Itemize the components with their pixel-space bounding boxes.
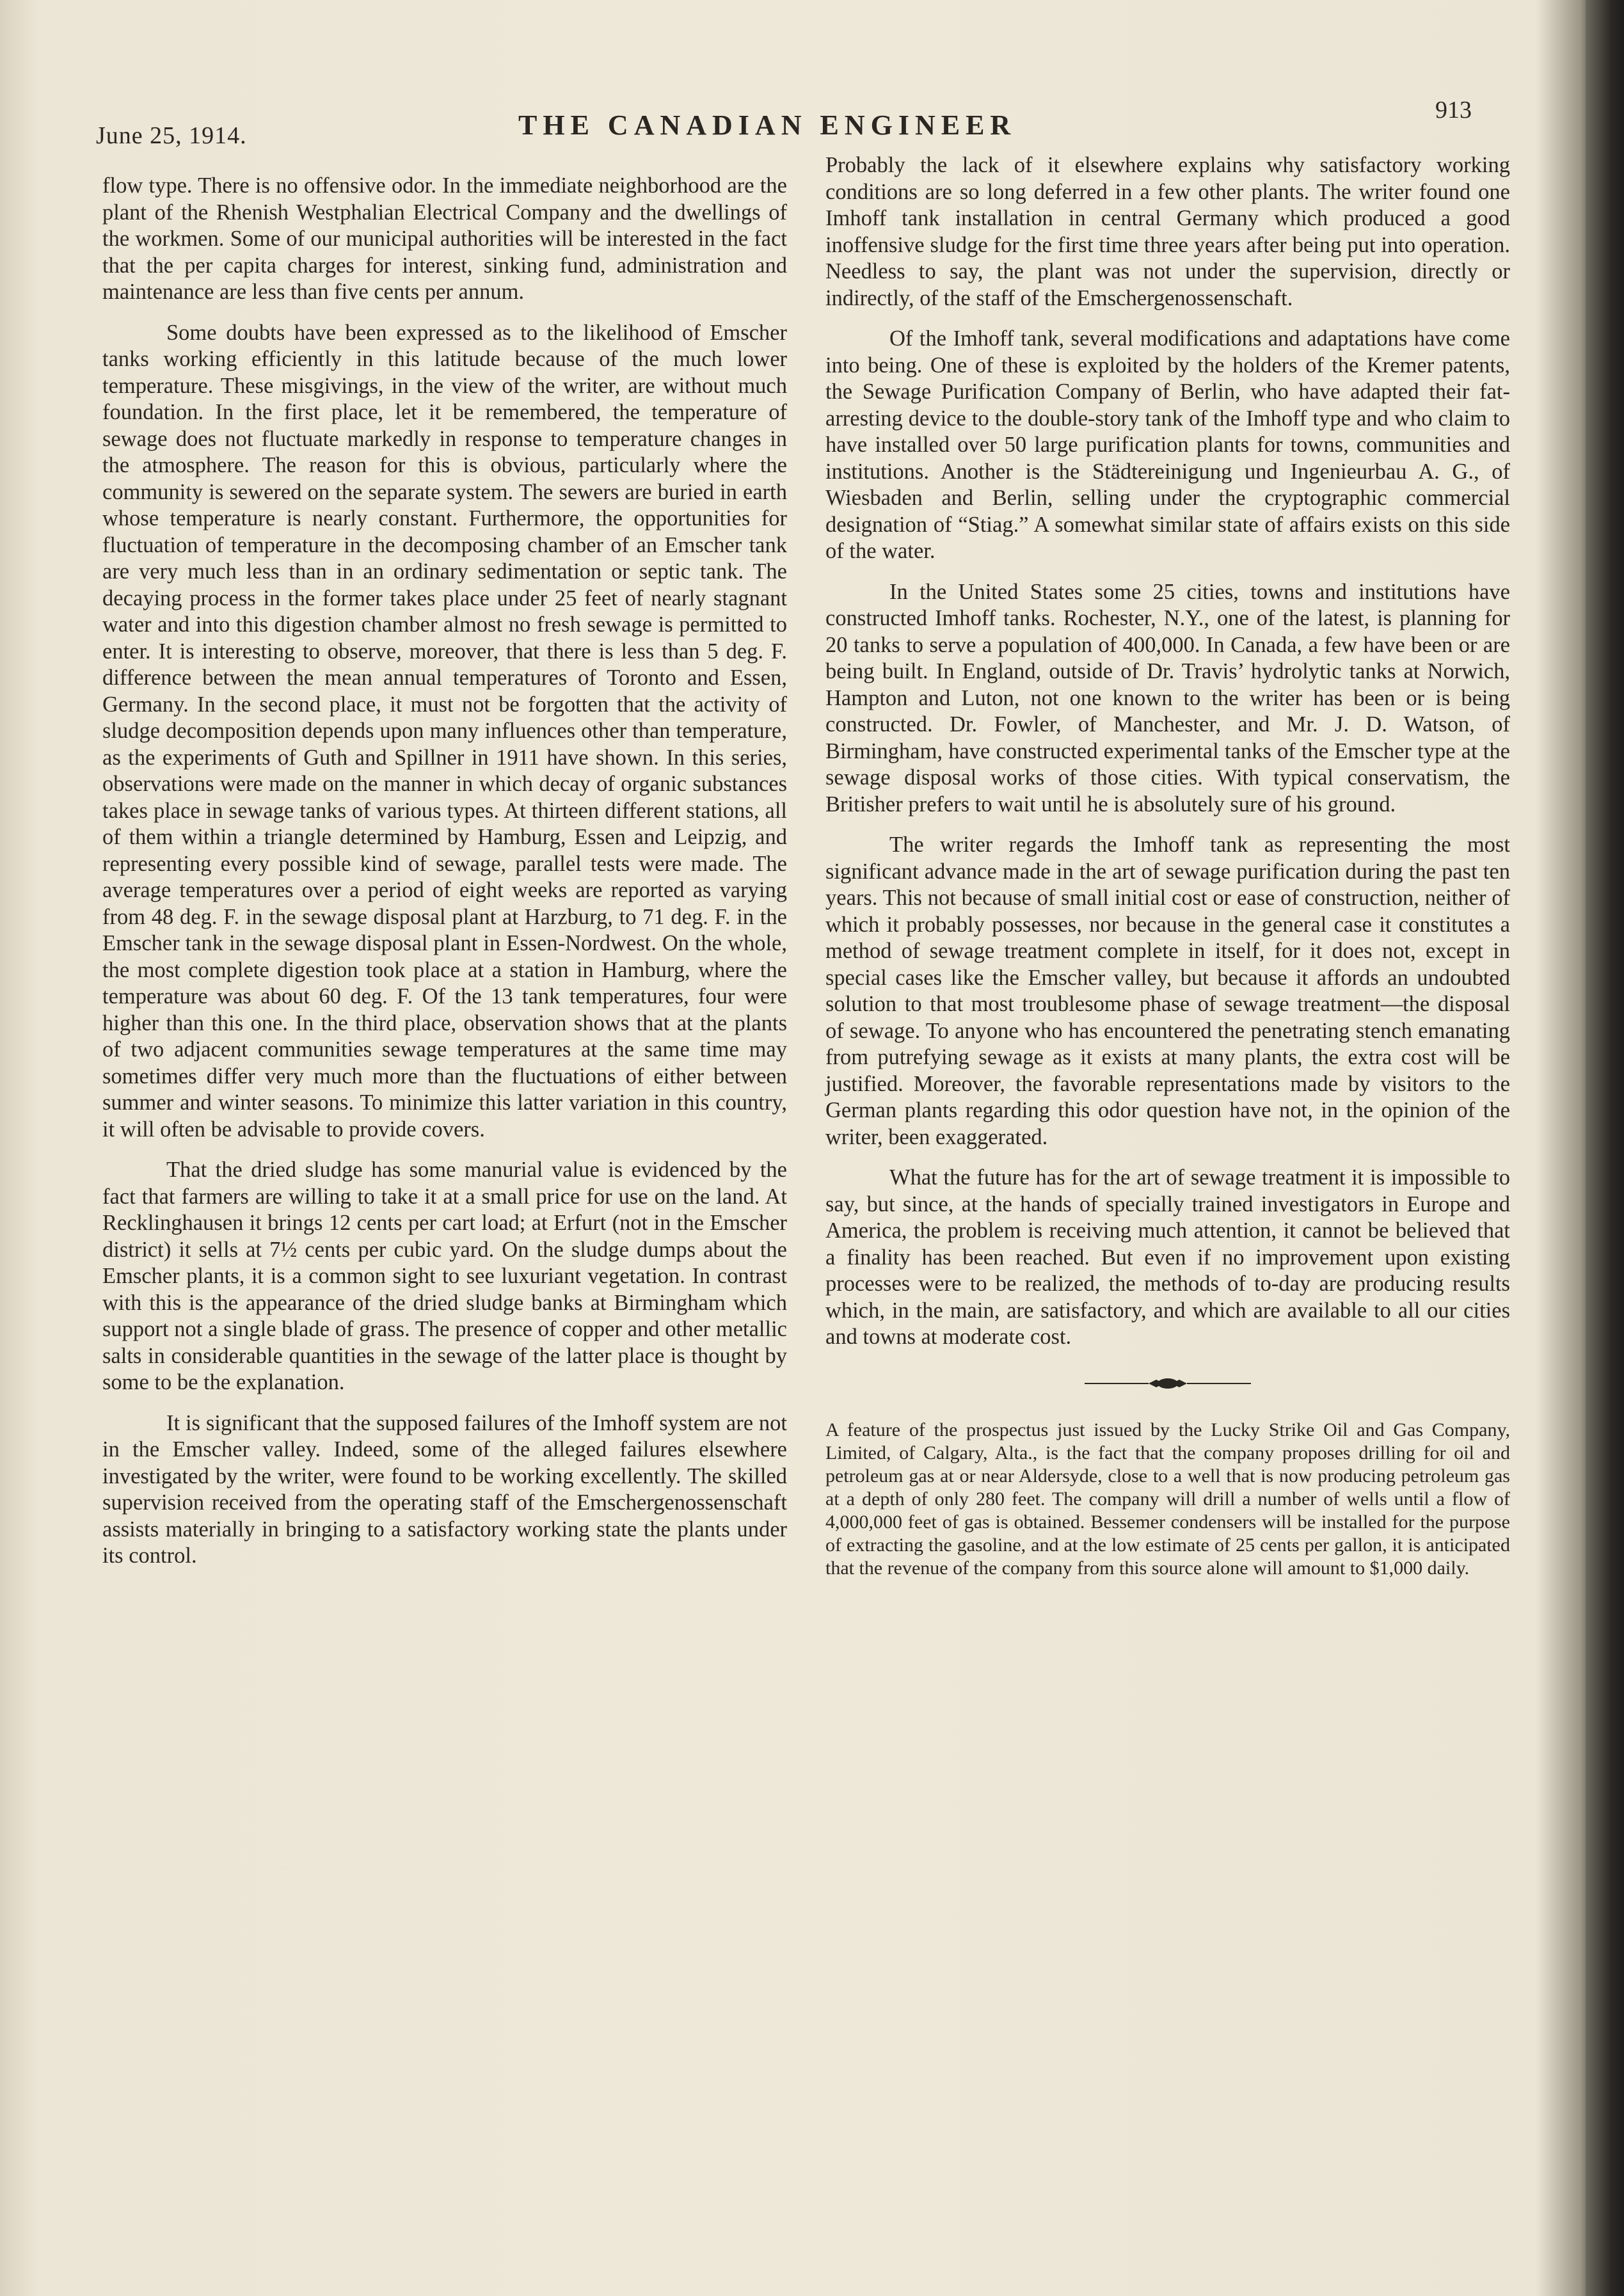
page-number: 913 [1435, 97, 1472, 124]
book-spine-shadow [1586, 0, 1624, 2296]
paragraph: The writer regards the Imhoff tank as representing the most significant advance made in the art of sewage purification during the past ten years. This not because of small initial cost or ease of construction, neither of which it probably possesses, nor because in the general case it constitutes a method of sewage treatment complete in itself, for it does not, except in special cases like the Emscher valley, but because it affords an undoubted solution to that most troublesome phase of sewage treatment—the disposal of sewage. To anyone who has encountered the penetrating stench emanating from putrefying sewage as it exists at many plants, the extra cost will be justified. Moreover, the favorable representations made by visitors to the German plants regarding this odor question have not, in the opinion of the writer, been exaggerated. [825, 833, 1510, 1149]
journal-title: THE CANADIAN ENGINEER [518, 109, 1017, 141]
paragraph: What the future has for the art of sewage treatment it is impossible to say, but since, at the hands of specially trained investigators in Europe and America, the problem is receiving much attention, it cannot be believed that a finality has been reached. But even if no improvement upon existing processes were to be realized, the methods of to-day are producing results which, in the main, are satisfactory, and which are available to all our cities and towns at moderate cost. [825, 1165, 1510, 1349]
right-column [825, 152, 1510, 1580]
paragraph: It is significant that the supposed failures of the Imhoff system are not in the Emscher valley. Indeed, some of the alleged failures elsewhere investigated by the writer, were found to be working excellently. The skilled supervision received from the operating staff of the Emschergenossenschaft assists materially in bringing to a satisfactory working state the plants under its control. [102, 1410, 787, 1568]
left-column [102, 173, 787, 1570]
paragraph: Of the Imhoff tank, several modifications and adaptations have come into being. One of these is exploited by the holders of the Kremer patents, the Sewage Purification Company of Berlin, who have adapted their fat-arresting device to the double-story tank of the Imhoff type and who claim to have installed over 50 large purification plants for towns, communities and institutions. Another is the Städtereinigung und Ingenieurbau A. G., of Wiesbaden and Berlin, selling under the cryptographic commercial designation of “Stiag.” A somewhat similar state of affairs exists on this side of the water. [825, 326, 1510, 563]
paragraph: In the United States some 25 cities, towns and institutions have constructed Imhoff tanks. Rochester, N.Y., one of the latest, is planning for 20 tanks to serve a population of 400,000. In Canada, a few have been or are being built. In England, outside of Dr. Travis’ hydrolytic tanks at Norwich, Hampton and Luton, not one known to the writer has been or is being constructed. Dr. Fowler, of Manchester, and Mr. J. D. Watson, of Birmingham, have constructed experimental tanks of the Emscher type at the sewage disposal works of those cities. With typical conservatism, the Britisher prefers to wait until he is absolutely sure of his ground. [825, 579, 1510, 817]
issue-date: June 25, 1914. [96, 122, 247, 149]
paragraph: That the dried sludge has some manurial value is evidenced by the fact that farmers are willing to take it at a small price for use on the land. At Recklinghausen it brings 12 cents per cart load; at Erfurt (not in the Emscher district) it sells at 7½ cents per cubic yard. On the sludge dumps about the Emscher plants, it is a common sight to see luxuriant vegetation. In contrast with this is the appearance of the dried sludge banks at Birmingham which support not a single blade of grass. The presence of copper and other metallic salts in considerable quantities in the sewage of the latter place is thought by some to be the explanation. [102, 1158, 787, 1394]
running-header [96, 96, 1491, 160]
paragraph: Some doubts have been expressed as to the likelihood of Emscher tanks working efficiently in this latitude because of the much lower temperature. These misgivings, in the view of the writer, are without much foundation. In the first place, let it be remembered, the temperature of sewage does not fluctuate markedly in response to temperature changes in the atmosphere. The reason for this is obvious, particularly where the community is sewered on the separate system. The sewers are buried in earth whose temperature is nearly constant. Furthermore, the opportunities for fluctuation of temperature in the decomposing chamber of an Emscher tank are very much less than in an ordinary sedimentation or septic tank. The decaying process in the former takes place under 25 feet of nearly stagnant water and into this digestion chamber almost no fresh sewage is permitted to enter. It is interesting to observe, moreover, that there is less than 5 deg. F. difference between the mean annual temperatures of Toronto and Essen, Germany. In the second place, it must not be forgotten that the activity of sludge decomposition depends upon many influences other than temperature, as the experiments of Guth and Spillner in 1911 have shown. In this series, observations were made on the manner in which decay of organic substances takes place in sewage tanks of various types. At thirteen different stations, all of them within a triangle determined by Hamburg, Essen and Leipzig, and representing every possible kind of sewage, parallel tests were made. The average temperatures over a period of eight weeks are reported as varying from 48 deg. F. in the sewage disposal plant at Harzburg, to 71 deg. F. in the Emscher tank in the sewage disposal plant in Essen-Nordwest. On the whole, the most complete digestion took place at a station in Hamburg, where the temperature was about 60 deg. F. Of the 13 tank temperatures, four were higher than this one. In the third place, observation shows that at the plants of two adjacent communities sewage temperatures at the same time may sometimes differ very much more than the fluctuations of either between summer and winter seasons. To minimize this latter variation in this country, it will often be advisable to provide covers. [102, 320, 787, 1142]
section-divider-ornament [1085, 1374, 1251, 1393]
paragraph: Probably the lack of it elsewhere explains why satisfactory working conditions are so long deferred in a few other plants. The writer found one Imhoff tank installation in central Germany which produced a good inoffensive sludge for the first time three years after being put into operation. Needless to say, the plant was not under the supervision, directly or indirectly, of the staff of the Emschergenossenschaft. [825, 153, 1510, 310]
news-notice: A feature of the prospectus just issued by the Lucky Strike Oil and Gas Company, Limited, of Calgary, Alta., is the fact that the company proposes drilling for oil and petroleum gas at or near Aldersyde, close to a well that is now producing petroleum gas at a depth of only 280 feet. The company will drill a number of wells until a flow of 4,000,000 feet of gas is obtained. Bessemer condensers will be installed for the purpose of extracting the gasoline, and at the low estimate of 25 cents per gallon, it is anticipated that the revenue of the company from this source alone will amount to $1,000 daily. [825, 1419, 1510, 1579]
paragraph: flow type. There is no offensive odor. In the immediate neighborhood are the plant of the Rhenish Westphalian Electrical Company and the dwellings of the workmen. Some of our municipal authorities will be interested in the fact that the per capita charges for interest, sinking fund, administration and maintenance are less than five cents per annum. [102, 173, 787, 304]
